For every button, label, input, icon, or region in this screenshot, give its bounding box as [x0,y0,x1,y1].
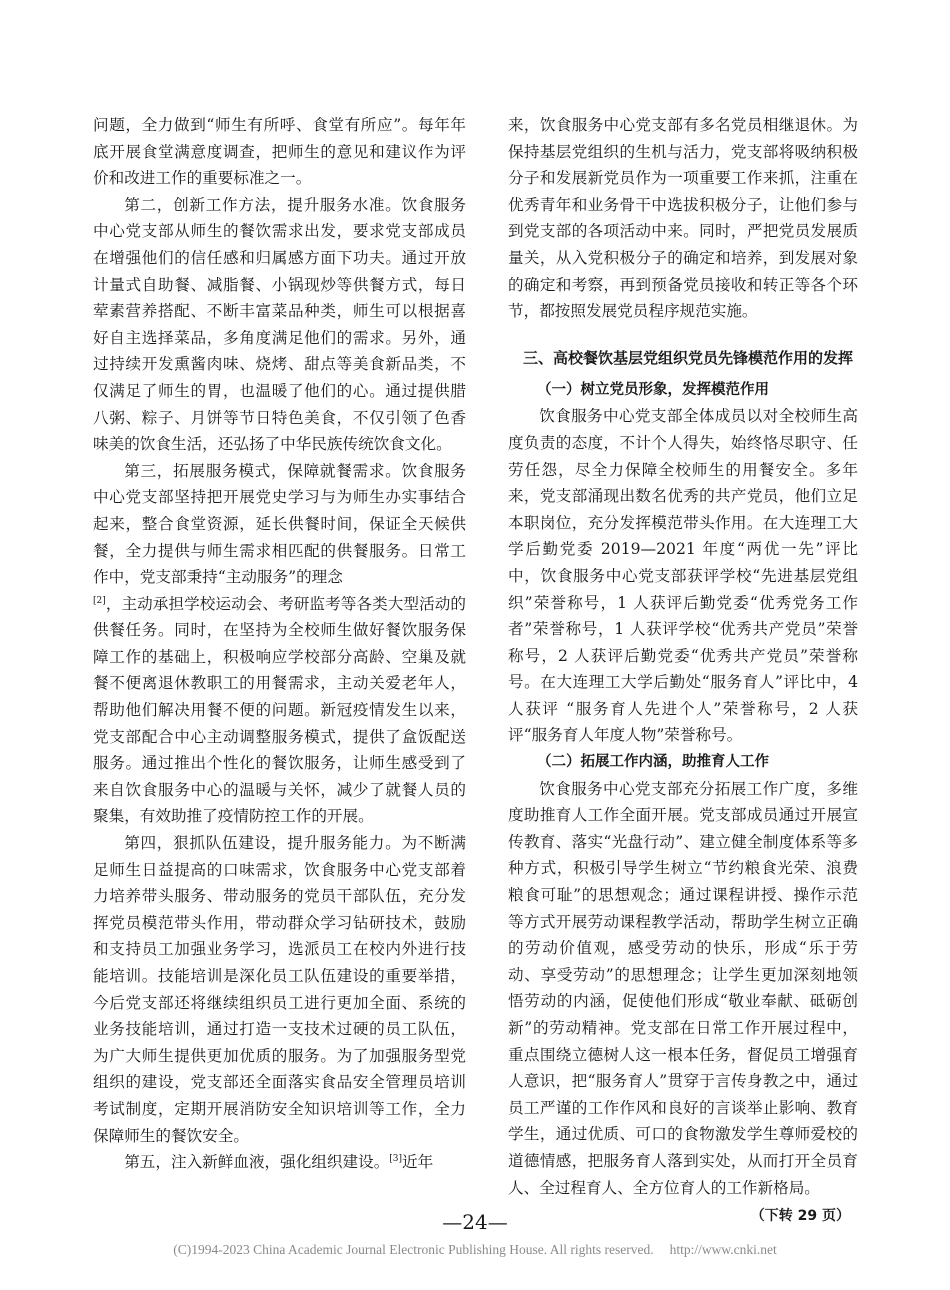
paragraph-fifth-point-text-a: 第五，注入新鲜血液，强化组织建设。 [124,1153,390,1172]
reference-marker-2[interactable]: [2] [93,595,106,606]
paragraph-party-members: 饮食服务中心党支部全体成员以对全校师生高度负责的态度，不计个人得失，始终恪尽职守、任劳任怨，尽全力保障全校师生的用餐安全。多年来，党支部涌现出数名优秀的共产党员，他们立足本职岗位，充分发挥模范带头作用。在大连理工大学后勤党委 2019—2021 年度“两优一先”评比中，饮食服务中心党支部获评学校“先进基层党组织”荣誉称号，1 人获评后勤党委“优秀党务工作者”荣誉称号，1 人获评学校“优秀共产党员”荣誉称号，2 人获评后勤党委“优秀共产党员”荣誉称号。在大连理工大学后勤处“服务育人”评比中，4 人获评 “服务育人先进个人”荣誉称号，2 人获评“服务育人年度人物”荣誉称号。 [508,407,858,745]
right-column [508,112,858,1230]
paragraph-continued: 问题，全力做到“师生有所呼、食堂有所应”。每年年底开展食堂满意度调查，把师生的意见和建议作为评价和改进工作的重要标准之一。 [93,116,466,188]
paragraph-second-point: 第二，创新工作方法，提升服务水准。饮食服务中心党支部从师生的餐饮需求出发，要求党支部成员在增强他们的信任感和归属感方面下功夫。通过开放计量式自助餐、减脂餐、小锅现炒等供餐方式，每日荤素营养搭配、不断丰富菜品种类，师生可以根据喜好自主选择菜品，多角度满足他们的需求。另外，通过持续开发熏酱肉味、烧烤、甜点等美食新品类，不仅满足了师生的胃，也温暖了他们的心。通过提供腊八粥、粽子、月饼等节日特色美食，不仅引领了色香味美的饮食生活，还弘扬了中华民族传统饮食文化。 [93,195,466,454]
paragraph-continued-right: 来，饮食服务中心党支部有多名党员相继退休。为保持基层党组织的生机与活力，党支部将吸纳积极分子和发展新党员作为一项重要工作来抓，注重在优秀青年和业务骨干中选拔积极分子，让他们参与到党支部的各项活动中来。同时，严把党员发展质量关，从入党积极分子的确定和培养，到发展对象的确定和考察，再到预备党员接收和转正等各个环节，都按照发展党员程序规范实施。 [508,116,858,321]
copyright-footer [0,1242,950,1258]
section-heading: 三、高校餐饮基层党组织党员先锋模范作用的发挥 [523,348,854,367]
reference-marker-3[interactable]: [3] [389,1154,403,1165]
paragraph-education-work: 饮食服务中心党支部充分拓展工作广度，多维度助推育人工作全面开展。党支部成员通过开展宣传教育、落实“光盘行动”、建立健全制度体系等多种方式，积极引导学生树立“节约粮食光荣、浪费粮食可耻”的思想观念；通过课程讲授、操作示范等方式开展劳动课程教学活动，帮助学生树立正确的劳动价值观，感受劳动的快乐，形成“乐于劳动、享受劳动”的思想理念；让学生更加深刻地领悟劳动的内涵，促使他们形成“敬业奉献、砥砺创新”的劳动精神。党支部在日常工作开展过程中，重点围绕立德树人这一根本任务，督促员工增强育人意识，把“服务育人”贯穿于言传身教之中，通过员工严谨的工作作风和良好的言谈举止影响、教育学生，通过优质、可口的食物激发学生尊师爱校的道德情感，把服务育人落到实处，从而打开全员育人、全过程育人、全方位育人的工作新格局。 [508,779,858,1197]
subsection-heading-2: （二）拓展工作内涵，助推育人工作 [537,753,769,771]
cnki-url-link[interactable]: http://www.cnki.net [669,1242,777,1257]
paragraph-third-point-text-b: ，主动承担学校运动会、考研监考等各类大型活动的供餐任务。同时，在坚持为全校师生做好餐饮服务保障工作的基础上，积极响应学校部分高龄、空巢及就餐不便离退休教职工的用餐需求，主动关爱老年人，帮助他们解决用餐不便的问题。新冠疫情发生以来，党支部配合中心主动调整服务模式，提供了盒饭配送服务。通过推出个性化的餐饮服务，让师生感受到了来自饮食服务中心的温暖与关怀，减少了就餐人员的聚集，有效助推了疫情防控工作的开展。 [93,594,466,826]
paragraph-third-point [93,458,466,830]
paragraph-fourth-point: 第四，狠抓队伍建设，提升服务能力。为不断满足师生日益提高的口味需求，饮食服务中心党支部着力培养带头服务、带动服务的党员干部队伍，充分发挥党员模范带头作用，带动群众学习钻研技术，鼓励和支持员工加强业务学习，选派员工在校内外进行技能培训。技能培训是深化员工队伍建设的重要举措，今后党支部还将继续组织员工进行更加全面、系统的业务技能培训，通过打造一支技术过硬的员工队伍，为广大师生提供更加优质的服务。为了加强服务型党组织的建设，党支部还全面落实食品安全管理员培训考试制度，定期开展消防安全知识培训等工作，全力保障师生的餐饮安全。 [93,834,466,1145]
copyright-text: (C)1994-2023 China Academic Journal Electronic Publishing House. All rights reserved. [173,1242,654,1257]
continued-note: （下转 29 页） [750,1208,850,1225]
left-column [93,112,466,1176]
paragraph-fifth-point-text-b: 近年 [402,1153,434,1172]
paragraph-third-point-text-a: 第三，拓展服务模式，保障就餐需求。饮食服务中心党支部坚持把开展党史学习与为师生办实事结合起来，整合食堂资源，延长供餐时间，保证全天候供餐，全力提供与师生需求相匹配的供餐服务。日常工作中，党支部秉持“主动服务”的理念 [93,461,466,587]
subsection-heading-1: （一）树立党员形象，发挥模范作用 [537,380,769,398]
page-number: —24— [442,1210,508,1234]
paragraph-fifth-point [93,1149,466,1176]
